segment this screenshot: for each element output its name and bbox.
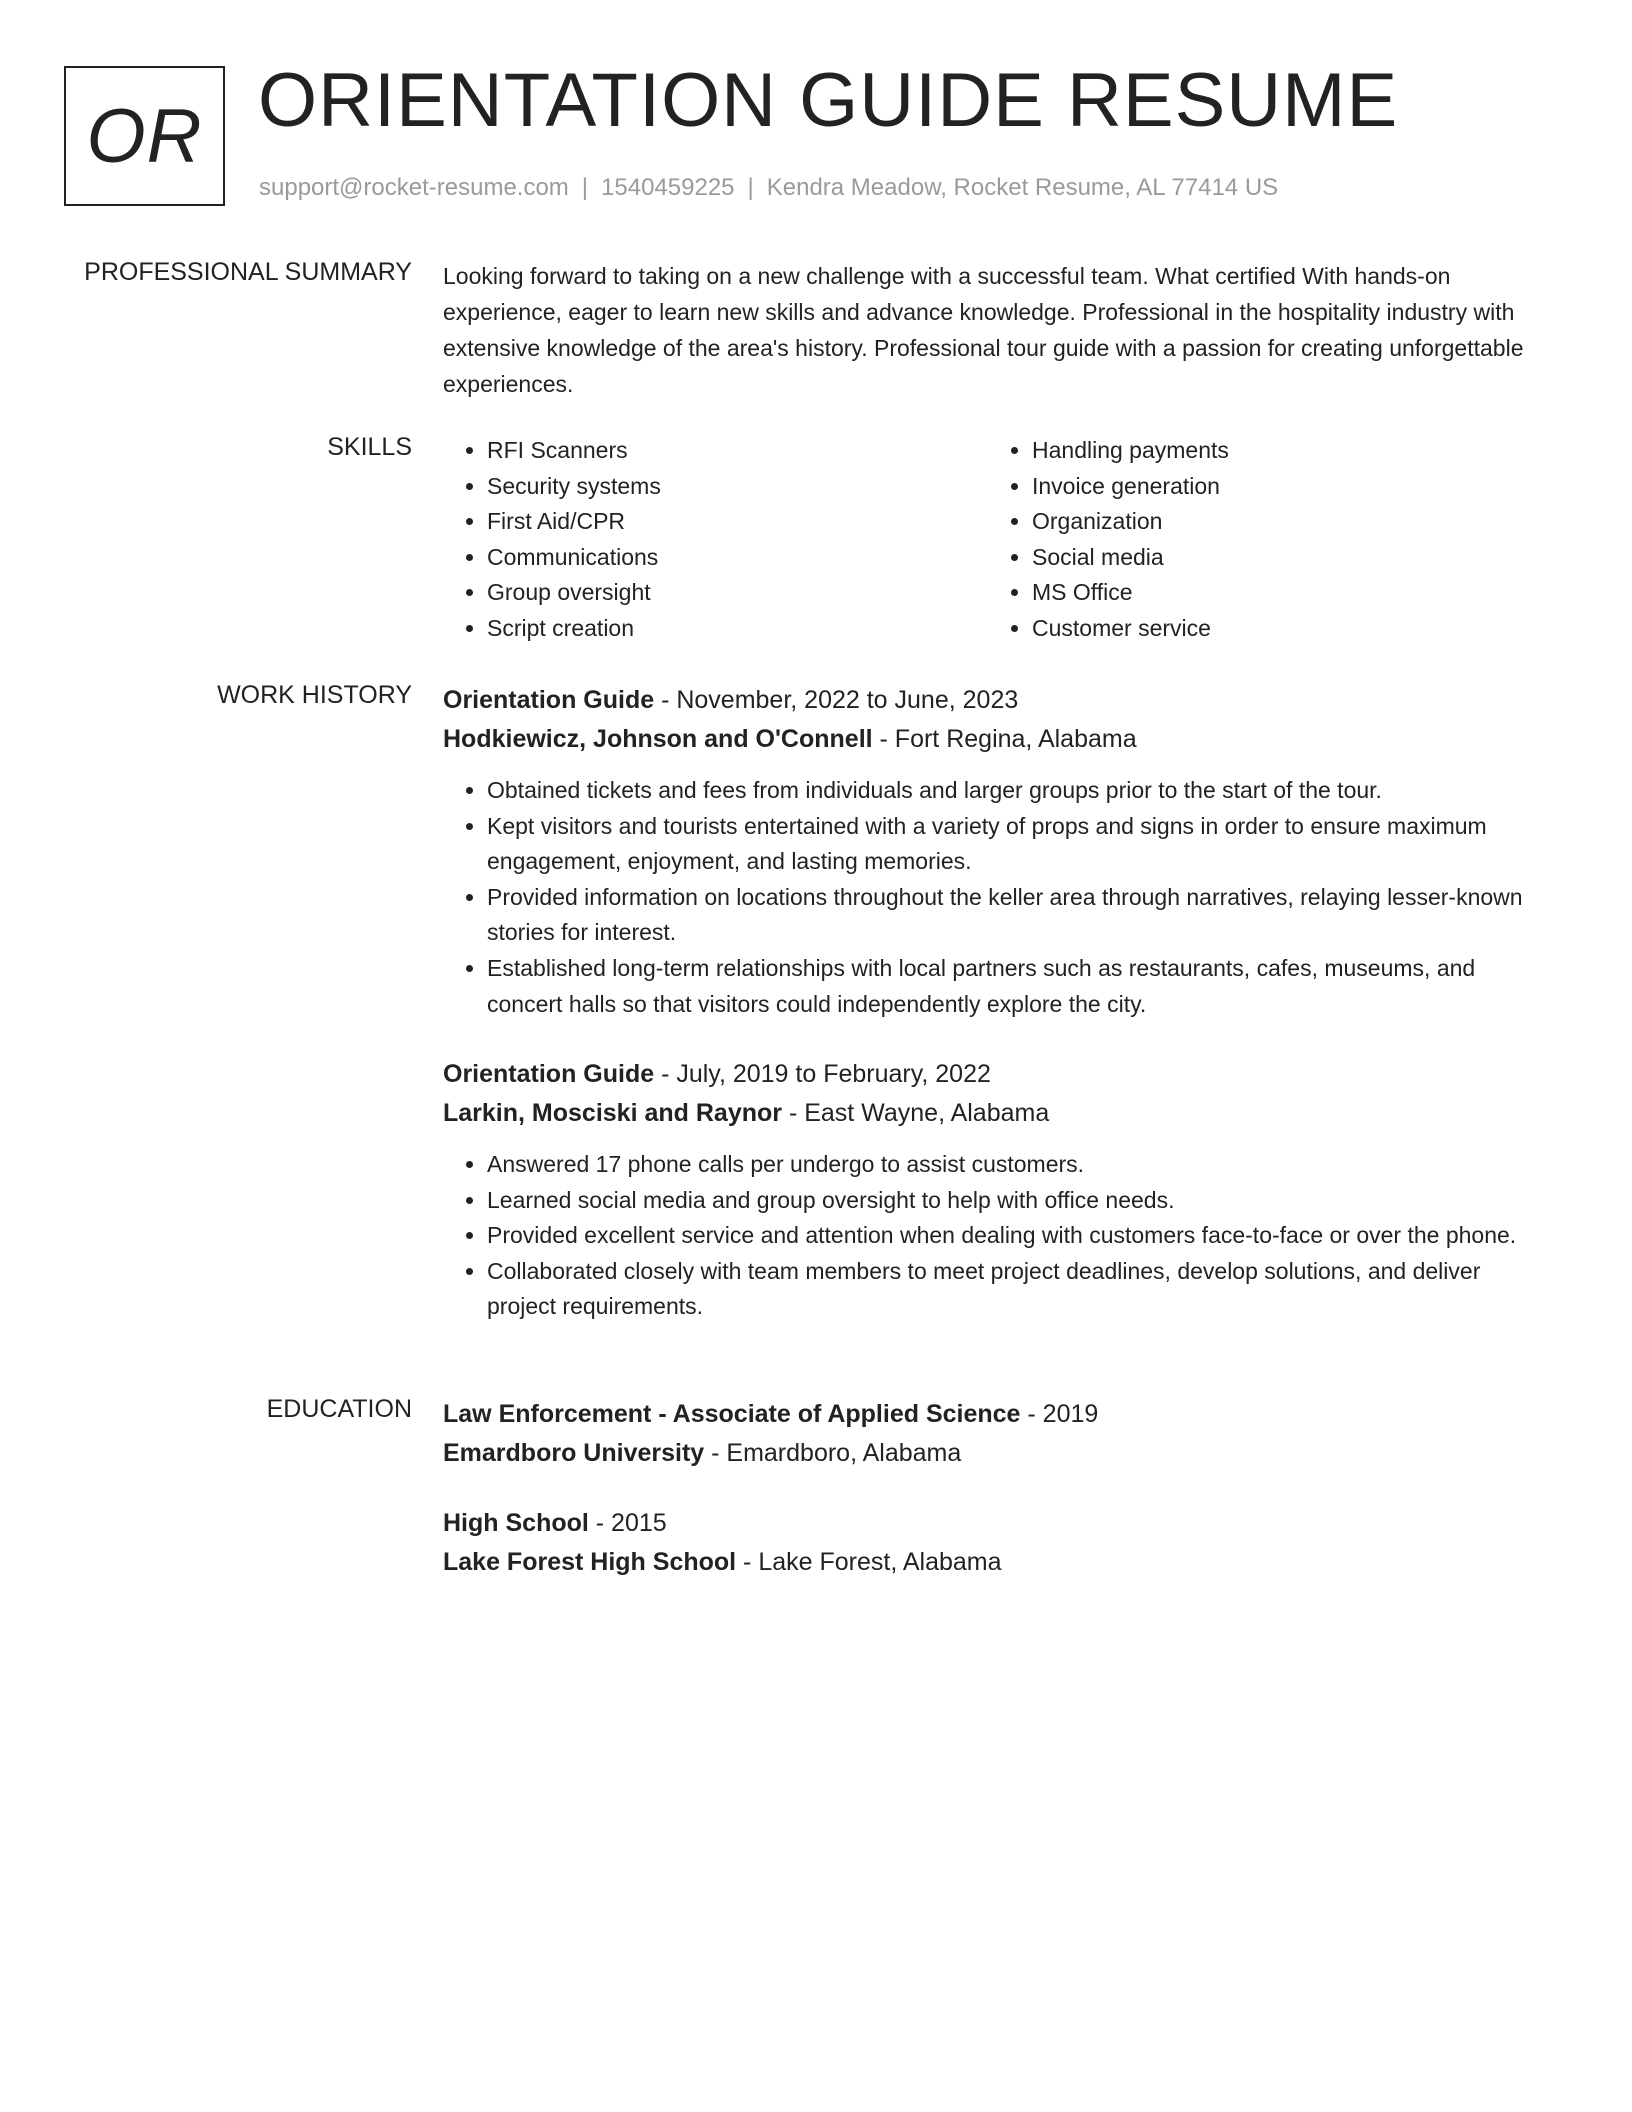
monogram-logo: OR bbox=[64, 66, 225, 206]
degree-year: - 2019 bbox=[1020, 1400, 1099, 1428]
job-company: Larkin, Mosciski and Raynor bbox=[443, 1099, 782, 1127]
job-title: Orientation Guide bbox=[443, 686, 655, 714]
job-bullet: • Learned social media and group oversight to help with office needs. bbox=[487, 1183, 1555, 1219]
section-label-education: EDUCATION bbox=[266, 1395, 412, 1423]
job-title-line bbox=[443, 681, 1555, 720]
contact-line bbox=[259, 174, 1278, 202]
skill-item: • First Aid/CPR bbox=[487, 504, 987, 540]
job-entry bbox=[443, 681, 1555, 1022]
skill-item: • Social media bbox=[1032, 540, 1532, 576]
school-location: - Emardboro, Alabama bbox=[704, 1439, 962, 1467]
job-dates: - July, 2019 to February, 2022 bbox=[654, 1060, 991, 1088]
job-title: Orientation Guide bbox=[443, 1060, 655, 1088]
summary-text: Looking forward to taking on a new challenge with a successful team. What certified With hands-on experience, eager to learn new skills and advance knowledge. Professional in the hospitality industry with extensive knowledge of the area's history. Professional tour guide with a passion for creating unforgettable experiences. bbox=[443, 263, 1524, 397]
school: Emardboro University bbox=[443, 1439, 705, 1467]
contact-email[interactable]: support@rocket-resume.com bbox=[259, 174, 569, 201]
job-bullet: • Provided excellent service and attention when dealing with customers face-to-face or over the phone. bbox=[487, 1218, 1555, 1254]
job-company-line bbox=[443, 1094, 1555, 1133]
job-company: Hodkiewicz, Johnson and O'Connell bbox=[443, 725, 873, 753]
job-title-line bbox=[443, 1055, 1555, 1094]
resume-title: ORIENTATION GUIDE RESUME bbox=[258, 58, 1399, 143]
skill-item: • RFI Scanners bbox=[487, 433, 987, 469]
school-location: - Lake Forest, Alabama bbox=[736, 1548, 1002, 1576]
skill-item: • Handling payments bbox=[1032, 433, 1532, 469]
job-bullet: • Collaborated closely with team members to meet project deadlines, develop solutions, and deliver project requirements. bbox=[487, 1254, 1555, 1325]
skill-item: • Organization bbox=[1032, 504, 1532, 540]
contact-separator: | bbox=[747, 174, 754, 201]
education-entry bbox=[443, 1395, 1555, 1473]
job-bullet: • Provided information on locations throughout the keller area through narratives, relaying lesser-known stories for interest. bbox=[487, 880, 1555, 951]
degree-line bbox=[443, 1395, 1555, 1434]
skills-list-col1 bbox=[443, 433, 987, 647]
degree: Law Enforcement - Associate of Applied Science bbox=[443, 1400, 1021, 1428]
job-company-line bbox=[443, 720, 1555, 759]
skill-item: • Invoice generation bbox=[1032, 469, 1532, 505]
school-line bbox=[443, 1543, 1555, 1582]
degree-year: - 2015 bbox=[588, 1509, 667, 1537]
job-bullets bbox=[443, 773, 1555, 1022]
summary-body bbox=[443, 258, 1555, 402]
job-bullets bbox=[443, 1147, 1555, 1325]
degree-line bbox=[443, 1504, 1555, 1543]
skill-item: • Group oversight bbox=[487, 575, 987, 611]
degree: High School bbox=[443, 1509, 589, 1537]
section-label-skills: SKILLS bbox=[327, 433, 412, 461]
skill-item: • Customer service bbox=[1032, 611, 1532, 647]
skill-item: • Communications bbox=[487, 540, 987, 576]
job-entry bbox=[443, 1055, 1555, 1325]
job-bullet: • Obtained tickets and fees from individuals and larger groups prior to the start of the tour. bbox=[487, 773, 1555, 809]
job-location: - Fort Regina, Alabama bbox=[872, 725, 1137, 753]
job-bullet: • Answered 17 phone calls per undergo to assist customers. bbox=[487, 1147, 1555, 1183]
job-location: - East Wayne, Alabama bbox=[782, 1099, 1050, 1127]
section-label-summary: PROFESSIONAL SUMMARY bbox=[84, 258, 412, 286]
contact-address: Kendra Meadow, Rocket Resume, AL 77414 US bbox=[766, 174, 1279, 201]
skill-item: • Script creation bbox=[487, 611, 987, 647]
skills-section bbox=[0, 433, 1632, 647]
section-label-work-history: WORK HISTORY bbox=[217, 681, 412, 709]
skill-item: • Security systems bbox=[487, 469, 987, 505]
job-dates: - November, 2022 to June, 2023 bbox=[654, 686, 1019, 714]
job-bullet: • Established long-term relationships with local partners such as restaurants, cafes, museums, and concert halls so that visitors could independently explore the city. bbox=[487, 951, 1555, 1022]
school-line bbox=[443, 1434, 1555, 1473]
skill-item: • MS Office bbox=[1032, 575, 1532, 611]
contact-phone[interactable]: 1540459225 bbox=[601, 174, 735, 201]
contact-separator: | bbox=[581, 174, 589, 201]
skills-list-col2 bbox=[988, 433, 1532, 647]
job-bullet: • Kept visitors and tourists entertained with a variety of props and signs in order to ensure maximum engagement, enjoyment, and lasting memories. bbox=[487, 809, 1555, 880]
education-entry bbox=[443, 1504, 1555, 1582]
school: Lake Forest High School bbox=[443, 1548, 737, 1576]
